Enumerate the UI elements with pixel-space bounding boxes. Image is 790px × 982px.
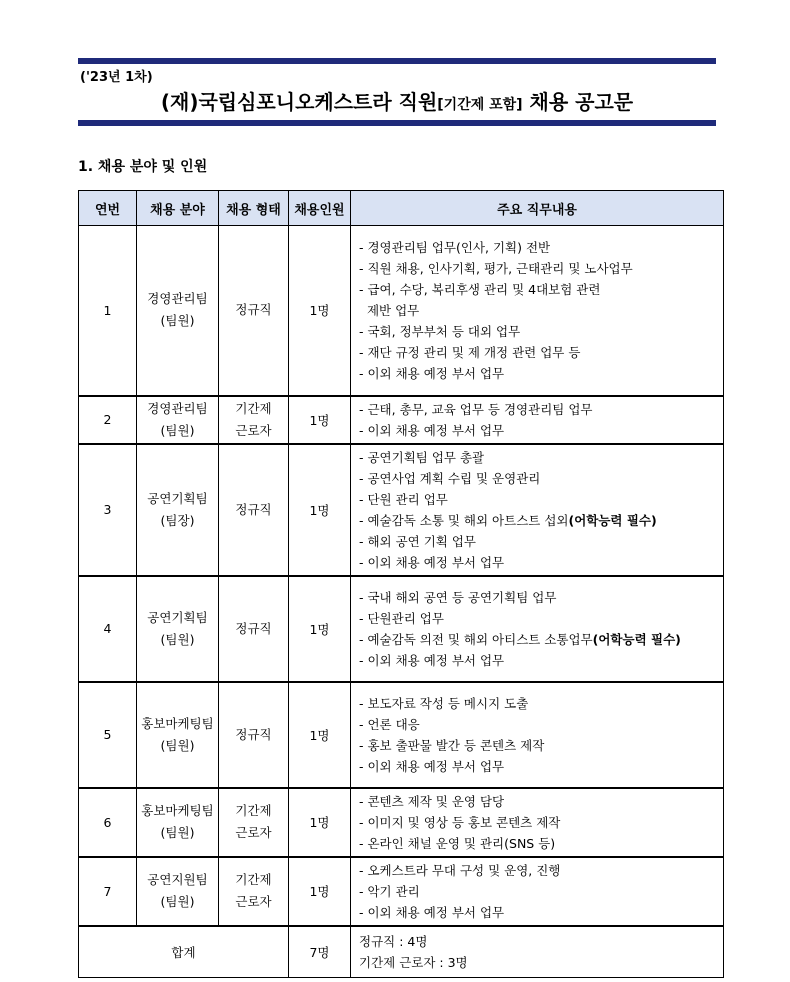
duty-text: - 이외 채용 예정 부서 업무 bbox=[359, 652, 505, 668]
duty-text: 제반 업무 bbox=[359, 302, 420, 318]
duty-item bbox=[359, 629, 717, 650]
duty-item bbox=[359, 468, 717, 489]
total-label: 합계 bbox=[79, 926, 289, 978]
row-number: 3 bbox=[79, 444, 137, 576]
hiring-count: 1명 bbox=[289, 226, 351, 396]
field-line: (팀원) bbox=[160, 737, 195, 753]
duty-requirement: (어학능력 필수) bbox=[568, 512, 657, 528]
duty-item bbox=[359, 735, 717, 756]
duty-item bbox=[359, 342, 717, 363]
duty-item bbox=[359, 447, 717, 468]
duty-item bbox=[359, 321, 717, 342]
duty-description bbox=[351, 788, 724, 857]
duty-item bbox=[359, 833, 717, 854]
duty-text: - 이외 채용 예정 부서 업무 bbox=[359, 365, 505, 381]
employment-type bbox=[219, 682, 289, 788]
employment-type bbox=[219, 788, 289, 857]
duty-text: - 예술감독 의전 및 해외 아티스트 소통업무 bbox=[359, 631, 593, 647]
page-title bbox=[80, 86, 714, 115]
duty-text: - 급여, 수당, 복리후생 관리 및 4대보험 관련 bbox=[359, 281, 601, 297]
recruitment-field bbox=[137, 788, 219, 857]
recruitment-field bbox=[137, 576, 219, 682]
total-details bbox=[351, 926, 724, 978]
duty-text: - 오케스트라 무대 구성 및 운영, 진행 bbox=[359, 862, 561, 878]
column-header: 채용 형태 bbox=[219, 191, 289, 226]
duty-description bbox=[351, 444, 724, 576]
duty-text: - 공연사업 계획 수립 및 운영관리 bbox=[359, 470, 541, 486]
row-number: 4 bbox=[79, 576, 137, 682]
row-number: 6 bbox=[79, 788, 137, 857]
duty-text: - 단원관리 업무 bbox=[359, 610, 444, 626]
field-line: 경영관리팀 bbox=[147, 400, 208, 416]
duty-text: - 보도자료 작성 등 메시지 도출 bbox=[359, 695, 529, 711]
recruitment-round: ('23년 1차) bbox=[80, 70, 153, 85]
employment-type bbox=[219, 396, 289, 444]
duty-text: - 언론 대응 bbox=[359, 716, 420, 732]
duty-item bbox=[359, 420, 717, 441]
title-main: (재)국립심포니오케스트라 직원 bbox=[160, 90, 438, 114]
field-line: 홍보마케팅팀 bbox=[141, 715, 214, 731]
duty-description bbox=[351, 396, 724, 444]
recruitment-field bbox=[137, 682, 219, 788]
type-line: 정규직 bbox=[235, 302, 272, 318]
duty-text: - 이외 채용 예정 부서 업무 bbox=[359, 904, 505, 920]
duty-item bbox=[359, 756, 717, 777]
type-line: 기간제 bbox=[235, 400, 272, 416]
duty-text: - 국회, 정부부처 등 대외 업무 bbox=[359, 323, 521, 339]
employment-type bbox=[219, 444, 289, 576]
duty-item bbox=[359, 237, 717, 258]
duty-item bbox=[359, 552, 717, 573]
duty-item bbox=[359, 902, 717, 923]
table-header-row bbox=[79, 191, 724, 226]
table-row bbox=[79, 444, 724, 576]
duty-item bbox=[359, 608, 717, 629]
field-line: (팀원) bbox=[160, 894, 195, 909]
duty-text: - 국내 해외 공연 등 공연기획팀 업무 bbox=[359, 589, 557, 605]
field-line: (팀장) bbox=[160, 512, 195, 528]
type-line: 기간제 bbox=[235, 803, 272, 818]
title-sub: [기간제 포함] bbox=[437, 97, 523, 113]
duty-text: - 악기 관리 bbox=[359, 883, 420, 899]
duty-item bbox=[359, 587, 717, 608]
field-line: 공연기획팀 bbox=[147, 609, 208, 625]
duty-item bbox=[359, 714, 717, 735]
duty-text: - 이미지 및 영상 등 홍보 콘텐츠 제작 bbox=[359, 814, 561, 830]
duty-text: - 경영관리팀 업무(인사, 기획) 전반 bbox=[359, 239, 551, 255]
duty-item bbox=[359, 881, 717, 902]
duty-requirement: (어학능력 필수) bbox=[592, 631, 681, 647]
hiring-count: 1명 bbox=[289, 576, 351, 682]
duty-text: - 콘텐츠 제작 및 운영 담당 bbox=[359, 793, 505, 809]
type-line: 정규직 bbox=[235, 501, 272, 517]
field-line: (팀원) bbox=[160, 422, 195, 438]
hiring-count: 1명 bbox=[289, 682, 351, 788]
hiring-count: 1명 bbox=[289, 788, 351, 857]
header-rule-bottom bbox=[78, 120, 716, 126]
field-line: 경영관리팀 bbox=[147, 291, 208, 307]
duty-text: - 온라인 채널 운영 및 관리(SNS 등) bbox=[359, 835, 556, 851]
table-row bbox=[79, 857, 724, 926]
duty-text: - 이외 채용 예정 부서 업무 bbox=[359, 422, 505, 438]
recruitment-field bbox=[137, 396, 219, 444]
type-line: 정규직 bbox=[235, 726, 272, 742]
table-row bbox=[79, 226, 724, 396]
duty-text: - 단원 관리 업무 bbox=[359, 491, 448, 507]
duty-description bbox=[351, 682, 724, 788]
column-header: 연번 bbox=[79, 191, 137, 226]
employment-type bbox=[219, 857, 289, 926]
type-line: 근로자 bbox=[235, 422, 272, 438]
duty-text: - 재단 규정 관리 및 제 개정 관련 업무 등 bbox=[359, 344, 581, 360]
duty-item bbox=[359, 812, 717, 833]
duty-item bbox=[359, 693, 717, 714]
type-line: 근로자 bbox=[235, 894, 272, 909]
hiring-count: 1명 bbox=[289, 444, 351, 576]
recruitment-field bbox=[137, 226, 219, 396]
duty-item bbox=[359, 791, 717, 812]
table-row bbox=[79, 396, 724, 444]
total-count: 7명 bbox=[289, 926, 351, 978]
duty-text: - 홍보 출판물 발간 등 콘텐츠 제작 bbox=[359, 737, 545, 753]
duty-item bbox=[359, 363, 717, 384]
duty-description bbox=[351, 857, 724, 926]
duty-item bbox=[359, 300, 717, 321]
duty-text: - 이외 채용 예정 부서 업무 bbox=[359, 758, 505, 774]
table-row bbox=[79, 788, 724, 857]
duty-description bbox=[351, 226, 724, 396]
row-number: 7 bbox=[79, 857, 137, 926]
section-title: 1. 채용 분야 및 인원 bbox=[78, 159, 208, 175]
duty-item bbox=[359, 279, 717, 300]
row-number: 2 bbox=[79, 396, 137, 444]
type-line: 근로자 bbox=[235, 825, 272, 840]
table-row bbox=[79, 682, 724, 788]
header-rule-top bbox=[78, 58, 716, 64]
duty-description bbox=[351, 576, 724, 682]
duty-text: - 예술감독 소통 및 해외 아트스트 섭외 bbox=[359, 512, 569, 528]
duty-item bbox=[359, 489, 717, 510]
total-detail-line: 기간제 근로자 : 3명 bbox=[359, 954, 468, 970]
total-row bbox=[79, 926, 724, 978]
duty-item bbox=[359, 860, 717, 881]
title-end: 채용 공고문 bbox=[522, 90, 634, 114]
duty-item bbox=[359, 510, 717, 531]
type-line: 기간제 bbox=[235, 872, 272, 887]
employment-type bbox=[219, 576, 289, 682]
employment-type bbox=[219, 226, 289, 396]
field-line: (팀원) bbox=[160, 313, 195, 329]
recruitment-table bbox=[78, 190, 724, 978]
row-number: 1 bbox=[79, 226, 137, 396]
duty-text: - 공연기획팀 업무 총괄 bbox=[359, 449, 485, 465]
column-header: 채용 분야 bbox=[137, 191, 219, 226]
row-number: 5 bbox=[79, 682, 137, 788]
column-header: 채용인원 bbox=[289, 191, 351, 226]
field-line: 홍보마케팅팀 bbox=[141, 803, 214, 818]
duty-item bbox=[359, 531, 717, 552]
column-header: 주요 직무내용 bbox=[351, 191, 724, 226]
field-line: (팀원) bbox=[160, 825, 195, 840]
hiring-count: 1명 bbox=[289, 396, 351, 444]
duty-item bbox=[359, 399, 717, 420]
field-line: 공연기획팀 bbox=[147, 490, 208, 506]
table-row bbox=[79, 576, 724, 682]
duty-text: - 근태, 총무, 교육 업무 등 경영관리팀 업무 bbox=[359, 401, 593, 417]
duty-text: - 이외 채용 예정 부서 업무 bbox=[359, 554, 505, 570]
duty-item bbox=[359, 650, 717, 671]
duty-item bbox=[359, 258, 717, 279]
type-line: 정규직 bbox=[235, 620, 272, 636]
field-line: 공연지원팀 bbox=[147, 872, 208, 887]
hiring-count: 1명 bbox=[289, 857, 351, 926]
recruitment-field bbox=[137, 444, 219, 576]
total-detail-line: 정규직 : 4명 bbox=[359, 933, 428, 949]
field-line: (팀원) bbox=[160, 631, 195, 647]
recruitment-field bbox=[137, 857, 219, 926]
duty-text: - 해외 공연 기획 업무 bbox=[359, 533, 477, 549]
duty-text: - 직원 채용, 인사기획, 평가, 근태관리 및 노사업무 bbox=[359, 260, 633, 276]
